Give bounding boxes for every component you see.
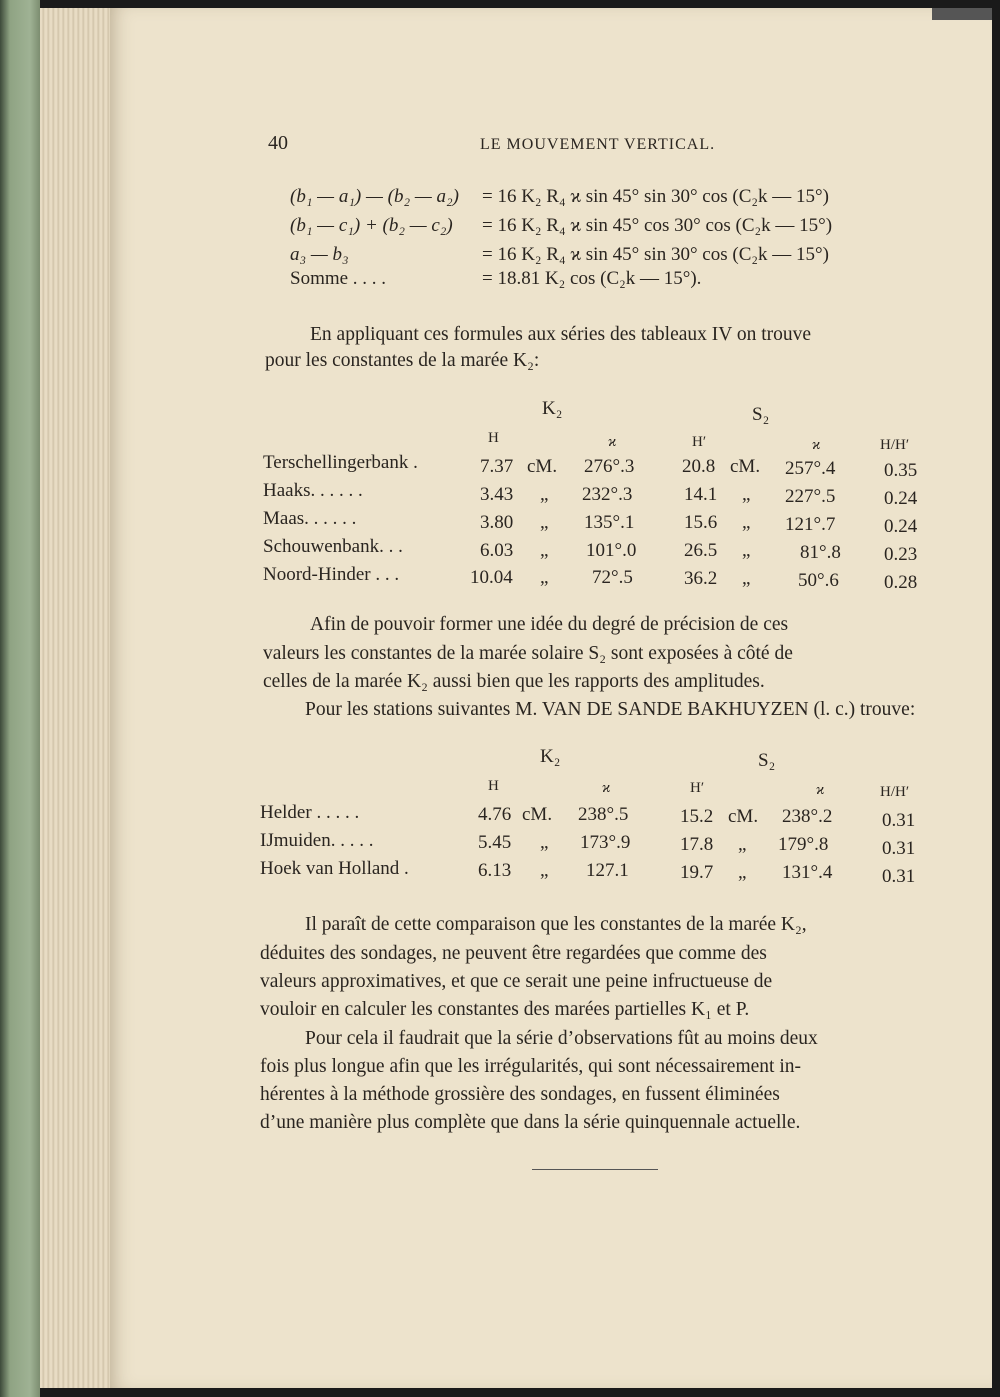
unit: „ <box>540 512 549 533</box>
phase-s2: 81°.8 <box>800 542 841 563</box>
unit: „ <box>738 834 747 855</box>
amplitude-k2: 5.45 <box>478 832 512 853</box>
column-header: ϰ <box>816 782 825 798</box>
phase-s2: 50°.6 <box>798 570 839 591</box>
page-corner-shadow <box>932 8 992 20</box>
equation-rhs: = 16 K₂ R₄ ϰ sin 45° cos 30° cos (C₂k — 15°) <box>482 215 833 236</box>
para4-line-3: hérentes à la méthode grossière des sondages, en fussent éliminées <box>260 1084 780 1105</box>
para2-line-1: Afin de pouvoir former une idée du degré de précision de ces <box>310 614 789 635</box>
ratio: 0.35 <box>884 460 918 481</box>
unit: „ <box>742 540 751 561</box>
station-name: Hoek van Holland . <box>260 858 409 879</box>
intro-line-2: pour les constantes de la marée K₂: <box>265 350 540 371</box>
amplitude-k2: 4.76 <box>478 804 512 825</box>
station-name: Noord-Hinder . . . <box>263 564 400 585</box>
running-head: LE MOUVEMENT VERTICAL. <box>480 136 716 153</box>
equation-rhs: = 18.81 K₂ cos (C₂k — 15°). <box>482 268 702 289</box>
para2-line-3: celles de la marée K₂ aussi bien que les rapports des amplitudes. <box>263 671 765 692</box>
ratio: 0.31 <box>882 810 916 831</box>
unit: cM. <box>527 456 558 477</box>
phase-k2: 276°.3 <box>584 456 635 477</box>
amplitude-s2: 17.8 <box>680 834 714 855</box>
para4-line-2: fois plus longue afin que les irrégularités, qui sont nécessairement in- <box>260 1056 801 1077</box>
unit: „ <box>540 484 549 505</box>
unit: „ <box>540 860 549 881</box>
para4-line-1: Pour cela il faudrait que la série d’observations fût au moins deux <box>305 1028 818 1049</box>
amplitude-k2: 6.13 <box>478 860 512 881</box>
column-header: H′ <box>690 780 705 796</box>
equation-lhs: a₃ — b₃ <box>290 244 349 265</box>
ratio: 0.31 <box>882 838 916 859</box>
unit: cM. <box>522 804 553 825</box>
amplitude-k2: 3.80 <box>480 512 514 533</box>
station-name: IJmuiden. . . . . <box>260 830 374 851</box>
equation-lhs: (b₁ — a₁) — (b₂ — a₂) <box>290 186 459 207</box>
para2-line-2: valeurs les constantes de la marée solaire S₂ sont exposées à côté de <box>263 643 793 664</box>
intro-line-1: En appliquant ces formules aux séries des tableaux IV on trouve <box>310 324 812 345</box>
group-header-s2: S₂ <box>752 404 770 425</box>
phase-k2: 238°.5 <box>578 804 629 825</box>
phase-k2: 72°.5 <box>592 567 633 588</box>
phase-k2: 101°.0 <box>586 540 637 561</box>
column-header: H/H′ <box>880 784 910 800</box>
station-name: Schouwenbank. . . <box>263 536 403 557</box>
phase-s2: 179°.8 <box>778 834 829 855</box>
group-header-k2: K₂ <box>542 398 563 419</box>
column-header: ϰ <box>812 437 821 453</box>
para3-line-4: vouloir en calculer les constantes des marées partielles K₁ et P. <box>260 999 750 1020</box>
phase-k2: 135°.1 <box>584 512 635 533</box>
group-header-k2: K₂ <box>540 746 561 767</box>
phase-s2: 227°.5 <box>785 486 836 507</box>
page-number: 40 <box>268 132 288 154</box>
amplitude-s2: 36.2 <box>684 568 718 589</box>
unit: „ <box>742 568 751 589</box>
amplitude-s2: 14.1 <box>684 484 718 505</box>
unit: „ <box>742 512 751 533</box>
equation-lhs: (b₁ — c₁) + (b₂ — c₂) <box>290 215 453 236</box>
unit: „ <box>540 540 549 561</box>
para3-line-3: valeurs approximatives, et que ce serait une peine infructueuse de <box>260 971 773 992</box>
amplitude-s2: 15.6 <box>684 512 718 533</box>
ratio: 0.23 <box>884 544 918 565</box>
unit: cM. <box>728 806 759 827</box>
equation-rhs: = 16 K₂ R₄ ϰ sin 45° sin 30° cos (C₂k — 15°) <box>482 186 829 207</box>
column-header: ϰ <box>602 780 611 796</box>
phase-s2: 131°.4 <box>782 862 833 883</box>
ratio: 0.24 <box>884 516 918 537</box>
column-header: H <box>488 430 499 446</box>
phase-k2: 232°.3 <box>582 484 633 505</box>
station-name: Haaks. . . . . . <box>263 480 363 501</box>
equation-lhs: Somme . . . . <box>290 268 387 289</box>
station-name: Terschellingerbank . <box>263 452 418 473</box>
phase-s2: 238°.2 <box>782 806 833 827</box>
amplitude-s2: 15.2 <box>680 806 714 827</box>
amplitude-s2: 19.7 <box>680 862 714 883</box>
equation-rhs: = 16 K₂ R₄ ϰ sin 45° sin 30° cos (C₂k — 15°) <box>482 244 829 265</box>
phase-s2: 121°.7 <box>785 514 836 535</box>
book-spine <box>0 0 40 1397</box>
unit: „ <box>540 567 549 588</box>
amplitude-k2: 10.04 <box>470 567 513 588</box>
unit: „ <box>540 832 549 853</box>
page-edges <box>40 8 120 1388</box>
unit: cM. <box>730 456 761 477</box>
column-header: H′ <box>692 434 707 450</box>
closing-rule <box>532 1169 658 1170</box>
station-name: Maas. . . . . . <box>263 508 357 529</box>
amplitude-s2: 20.8 <box>682 456 716 477</box>
column-header: H <box>488 778 499 794</box>
para3-line-2: déduites des sondages, ne peuvent être regardées que comme des <box>260 943 767 964</box>
amplitude-k2: 3.43 <box>480 484 514 505</box>
para4-line-4: d’une manière plus complète que dans la série quinquennale actuelle. <box>260 1112 801 1133</box>
unit: „ <box>742 484 751 505</box>
ratio: 0.24 <box>884 488 918 509</box>
amplitude-s2: 26.5 <box>684 540 718 561</box>
unit: „ <box>738 862 747 883</box>
para3-line-1: Il paraît de cette comparaison que les constantes de la marée K₂, <box>305 914 807 935</box>
phase-k2: 173°.9 <box>580 832 631 853</box>
column-header: ϰ <box>608 434 617 450</box>
phase-s2: 257°.4 <box>785 458 836 479</box>
ratio: 0.28 <box>884 572 918 593</box>
ratio: 0.31 <box>882 866 916 887</box>
column-header: H/H′ <box>880 437 910 453</box>
station-name: Helder . . . . . <box>260 802 360 823</box>
group-header-s2: S₂ <box>758 750 776 771</box>
para2-line-4: Pour les stations suivantes M. VAN DE SANDE BAKHUYZEN (l. c.) trouve: <box>305 699 916 720</box>
amplitude-k2: 7.37 <box>480 456 514 477</box>
amplitude-k2: 6.03 <box>480 540 514 561</box>
phase-k2: 127.1 <box>586 860 629 881</box>
